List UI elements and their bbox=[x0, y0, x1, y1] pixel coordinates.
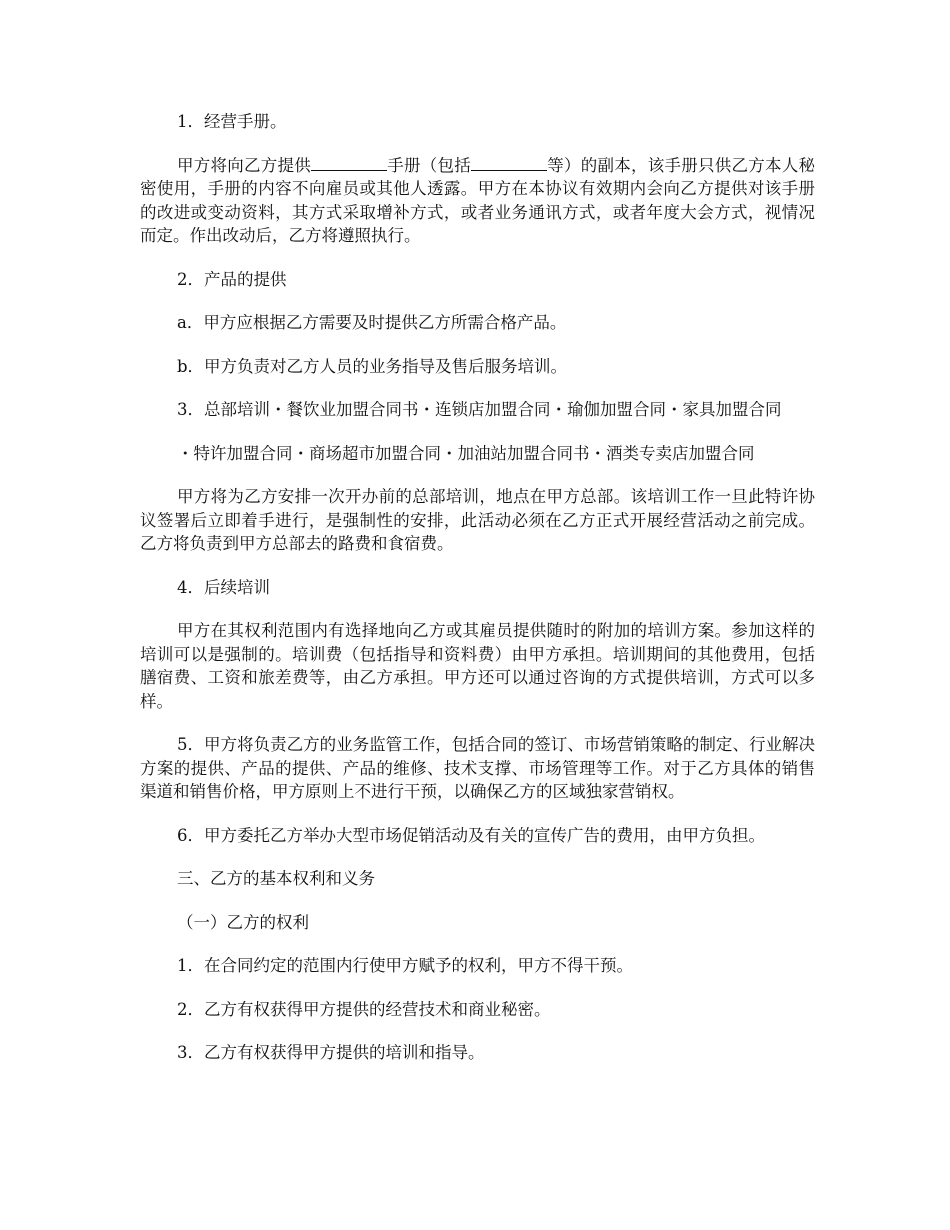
document-page bbox=[140, 110, 815, 1085]
item-1-body-part1: 甲方将向乙方提供 bbox=[177, 155, 311, 175]
item-1-body-part3: 等）的副本，该手册只供乙方本人秘密使用，手册的内容不向雇员或其他人透露。甲方在本协议有效期内会向乙方提供对该手册的改进或变动资料，其方式采取增补方式，或者业务通讯方式，或者年度大会方式，视情况而定。作出改动后，乙方将遵照执行。 bbox=[140, 155, 815, 245]
blank-line bbox=[311, 156, 387, 171]
item-5: 5．甲方将负责乙方的业务监管工作，包括合同的签订、市场营销策略的制定、行业解决方案的提供、产品的提供、产品的维修、技术支撑、市场管理等工作。对于乙方具体的销售渠道和销售价格，甲方原则上不进行干预，以确保乙方的区域独家营销权。 bbox=[140, 735, 815, 801]
section-3-heading: 三、乙方的基本权利和义务 bbox=[177, 869, 375, 888]
item-3-heading[interactable]: 3．总部培训・餐饮业加盟合同书・连锁店加盟合同・瑜伽加盟合同・家具加盟合同 bbox=[177, 400, 782, 419]
item-1-heading: 1．经营手册。 bbox=[177, 112, 287, 131]
right-2: 2．乙方有权获得甲方提供的经营技术和商业秘密。 bbox=[177, 999, 551, 1019]
item-4-body: 甲方在其权利范围内有选择地向乙方或其雇员提供随时的附加的培训方案。参加这样的培训可以是强制的。培训费（包括指导和资料费）由甲方承担。培训期间的其他费用，包括膳宿费、工资和旅差费等，由乙方承担。甲方还可以通过咨询的方式提供培训，方式可以多样。 bbox=[140, 621, 815, 711]
item-2-heading: 2．产品的提供 bbox=[177, 269, 287, 289]
item-2b: b．甲方负责对乙方人员的业务指导及售后服务培训。 bbox=[177, 356, 568, 376]
item-3-links[interactable]: ・特许加盟合同・商场超市加盟合同・加油站加盟合同书・酒类专卖店加盟合同 bbox=[177, 443, 755, 463]
blank-line bbox=[471, 156, 547, 171]
right-1: 1．在合同约定的范围内行使甲方赋予的权利，甲方不得干预。 bbox=[177, 956, 633, 975]
subsection-1-heading: （一）乙方的权利 bbox=[177, 912, 309, 932]
item-1-body bbox=[140, 154, 815, 248]
item-4-heading: 4．后续培训 bbox=[177, 577, 270, 597]
right-3: 3．乙方有权获得甲方提供的培训和指导。 bbox=[177, 1043, 485, 1062]
item-1-body-part2: 手册（包括 bbox=[387, 155, 471, 175]
item-3-body: 甲方将为乙方安排一次开办前的总部培训，地点在甲方总部。该培训工作一旦此特许协议签署后立即着手进行，是强制性的安排，此活动必须在乙方正式开展经营活动之前完成。乙方将负责到甲方总部去的路费和食宿费。 bbox=[140, 487, 815, 553]
item-6: 6．甲方委托乙方举办大型市场促销活动及有关的宣传广告的费用，由甲方负担。 bbox=[177, 825, 765, 845]
item-2a: a．甲方应根据乙方需要及时提供乙方所需合格产品。 bbox=[177, 313, 567, 332]
